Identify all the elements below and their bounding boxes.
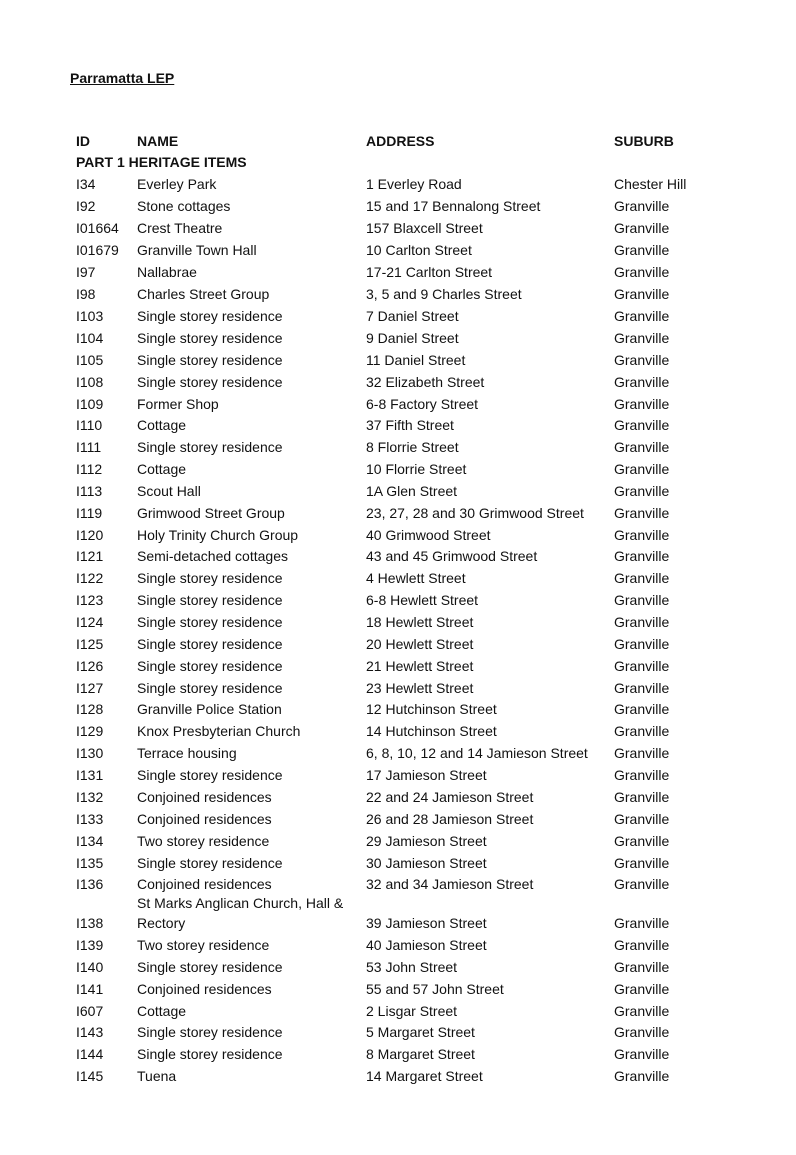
cell-suburb: Granville (614, 374, 670, 390)
cell-suburb: Granville (614, 220, 670, 236)
cell-suburb: Granville (614, 767, 670, 783)
table-row (0, 218, 796, 240)
cell-address: 5 Margaret Street (366, 1024, 475, 1040)
cell-id: I98 (76, 286, 96, 302)
cell-id: I124 (76, 614, 104, 630)
cell-id: I112 (76, 461, 103, 477)
cell-name: St Marks Anglican Church, Hall & Rectory (137, 895, 344, 931)
table-row (0, 372, 796, 394)
cell-address: 11 Daniel Street (366, 352, 466, 368)
document-title: Parramatta LEP (70, 70, 175, 86)
table-row (0, 678, 796, 700)
cell-suburb: Granville (614, 439, 670, 455)
cell-id: I113 (76, 483, 103, 499)
cell-id: I126 (76, 658, 104, 674)
cell-name: Single storey residence (137, 352, 283, 368)
cell-id: I133 (76, 811, 104, 827)
cell-id: I103 (76, 308, 104, 324)
cell-address: 15 and 17 Bennalong Street (366, 198, 541, 214)
table-row (0, 787, 796, 809)
cell-suburb: Granville (614, 1024, 670, 1040)
cell-address: 6-8 Hewlett Street (366, 592, 479, 608)
cell-address: 1 Everley Road (366, 176, 462, 192)
cell-id: I134 (76, 833, 104, 849)
cell-suburb: Chester Hill (614, 176, 687, 192)
cell-id: I127 (76, 680, 104, 696)
cell-name: Single storey residence (137, 374, 283, 390)
table-row (0, 874, 796, 896)
cell-id: I110 (76, 417, 103, 433)
cell-suburb: Granville (614, 483, 670, 499)
cell-suburb: Granville (614, 855, 670, 871)
cell-name: Single storey residence (137, 1024, 283, 1040)
table-row (0, 743, 796, 765)
cell-suburb: Granville (614, 592, 670, 608)
cell-suburb: Granville (614, 680, 670, 696)
cell-suburb: Granville (614, 636, 670, 652)
cell-address: 37 Fifth Street (366, 417, 454, 433)
table-row (0, 809, 796, 831)
cell-name: Single storey residence (137, 614, 283, 630)
cell-address: 20 Hewlett Street (366, 636, 474, 652)
cell-suburb: Granville (614, 937, 670, 953)
cell-id: I136 (76, 876, 104, 892)
cell-address: 2 Lisgar Street (366, 1003, 458, 1019)
table-row (0, 525, 796, 547)
cell-address: 6-8 Factory Street (366, 396, 479, 412)
cell-address: 23 Hewlett Street (366, 680, 474, 696)
table-row (0, 328, 796, 350)
table-row (0, 1022, 796, 1044)
cell-address: 9 Daniel Street (366, 330, 459, 346)
cell-suburb: Granville (614, 308, 670, 324)
table-row (0, 765, 796, 787)
cell-id: I104 (76, 330, 104, 346)
cell-suburb: Granville (614, 198, 670, 214)
cell-id: I135 (76, 855, 104, 871)
cell-address: 4 Hewlett Street (366, 570, 466, 586)
cell-name: Single storey residence (137, 959, 283, 975)
cell-suburb: Granville (614, 505, 670, 521)
cell-suburb: Granville (614, 614, 670, 630)
table-row (0, 415, 796, 437)
cell-name: Single storey residence (137, 330, 283, 346)
cell-address: 22 and 24 Jamieson Street (366, 789, 534, 805)
cell-id: I97 (76, 264, 96, 280)
cell-suburb: Granville (614, 658, 670, 674)
table-row (0, 568, 796, 590)
cell-name: Cottage (137, 461, 187, 477)
cell-suburb: Granville (614, 959, 670, 975)
table-row (0, 394, 796, 416)
cell-name: Single storey residence (137, 308, 283, 324)
cell-name: Single storey residence (137, 570, 283, 586)
cell-address: 14 Hutchinson Street (366, 723, 497, 739)
cell-id: I105 (76, 352, 104, 368)
cell-address: 23, 27, 28 and 30 Grimwood Street (366, 505, 584, 521)
cell-address: 53 John Street (366, 959, 458, 975)
cell-address: 10 Carlton Street (366, 242, 472, 258)
cell-name: Conjoined residences (137, 876, 272, 892)
cell-suburb: Granville (614, 330, 670, 346)
table-row (0, 656, 796, 678)
cell-name: Conjoined residences (137, 981, 272, 997)
cell-id: I120 (76, 527, 104, 543)
cell-name: Knox Presbyterian Church (137, 723, 301, 739)
cell-id: I121 (76, 548, 104, 564)
cell-name: Single storey residence (137, 592, 283, 608)
cell-id: I111 (76, 439, 102, 455)
table-row (0, 1066, 796, 1088)
cell-id: I125 (76, 636, 104, 652)
cell-name: Single storey residence (137, 855, 283, 871)
cell-id: I607 (76, 1003, 104, 1019)
cell-suburb: Granville (614, 1046, 670, 1062)
cell-address: 3, 5 and 9 Charles Street (366, 286, 522, 302)
cell-suburb: Granville (614, 915, 670, 931)
table-row (0, 634, 796, 656)
cell-address: 39 Jamieson Street (366, 915, 487, 931)
cell-address: 40 Jamieson Street (366, 937, 487, 953)
part-heading: PART 1 HERITAGE ITEMS (76, 154, 247, 170)
cell-suburb: Granville (614, 548, 670, 564)
cell-id: I34 (76, 176, 96, 192)
cell-name: Single storey residence (137, 658, 283, 674)
cell-address: 26 and 28 Jamieson Street (366, 811, 534, 827)
cell-name: Two storey residence (137, 937, 270, 953)
cell-suburb: Granville (614, 417, 670, 433)
table-row (0, 895, 796, 935)
cell-suburb: Granville (614, 396, 670, 412)
cell-id: I139 (76, 937, 104, 953)
cell-id: I131 (76, 767, 104, 783)
cell-address: 32 Elizabeth Street (366, 374, 485, 390)
cell-id: I01679 (76, 242, 119, 258)
cell-name: Granville Town Hall (137, 242, 257, 258)
cell-address: 55 and 57 John Street (366, 981, 504, 997)
cell-suburb: Granville (614, 876, 670, 892)
table-row (0, 196, 796, 218)
cell-name: Single storey residence (137, 636, 283, 652)
cell-name: Conjoined residences (137, 789, 272, 805)
cell-id: I119 (76, 505, 103, 521)
cell-address: 8 Florrie Street (366, 439, 459, 455)
cell-id: I123 (76, 592, 104, 608)
cell-suburb: Granville (614, 811, 670, 827)
cell-suburb: Granville (614, 1003, 670, 1019)
cell-address: 1A Glen Street (366, 483, 458, 499)
table-row (0, 174, 796, 196)
table-row (0, 979, 796, 1001)
cell-address: 30 Jamieson Street (366, 855, 487, 871)
cell-name: Granville Police Station (137, 701, 282, 717)
cell-id: I108 (76, 374, 104, 390)
cell-name: Two storey residence (137, 833, 270, 849)
table-row (0, 240, 796, 262)
cell-name: Grimwood Street Group (137, 505, 285, 521)
cell-id: I109 (76, 396, 104, 412)
table-row (0, 284, 796, 306)
table-header (0, 131, 796, 153)
table-row (0, 350, 796, 372)
cell-address: 32 and 34 Jamieson Street (366, 876, 534, 892)
cell-name: Single storey residence (137, 439, 283, 455)
cell-name: Single storey residence (137, 767, 283, 783)
cell-address: 10 Florrie Street (366, 461, 467, 477)
cell-name: Single storey residence (137, 1046, 283, 1062)
cell-suburb: Granville (614, 527, 670, 543)
cell-name: Nallabrae (137, 264, 197, 280)
cell-name: Stone cottages (137, 198, 231, 214)
table-row (0, 957, 796, 979)
cell-name: Tuena (137, 1068, 177, 1084)
cell-name: Cottage (137, 417, 187, 433)
table-row (0, 699, 796, 721)
cell-suburb: Granville (614, 242, 670, 258)
cell-name: Scout Hall (137, 483, 201, 499)
cell-address: 14 Margaret Street (366, 1068, 483, 1084)
table-row (0, 612, 796, 634)
cell-address: 7 Daniel Street (366, 308, 459, 324)
cell-id: I128 (76, 701, 104, 717)
table-row (0, 853, 796, 875)
cell-id: I143 (76, 1024, 104, 1040)
cell-suburb: Granville (614, 461, 670, 477)
cell-suburb: Granville (614, 723, 670, 739)
cell-name: Single storey residence (137, 680, 283, 696)
cell-suburb: Granville (614, 789, 670, 805)
cell-name: Conjoined residences (137, 811, 272, 827)
table-row (0, 721, 796, 743)
cell-id: I145 (76, 1068, 104, 1084)
cell-address: 12 Hutchinson Street (366, 701, 497, 717)
column-header-id: ID (76, 133, 90, 149)
cell-suburb: Granville (614, 981, 670, 997)
table-row (0, 503, 796, 525)
cell-name: Terrace housing (137, 745, 237, 761)
column-header-name: NAME (137, 133, 179, 149)
cell-name: Former Shop (137, 396, 219, 412)
cell-address: 8 Margaret Street (366, 1046, 475, 1062)
cell-name: Everley Park (137, 176, 217, 192)
cell-name: Holy Trinity Church Group (137, 527, 299, 543)
cell-name: Semi-detached cottages (137, 548, 288, 564)
cell-name: Charles Street Group (137, 286, 270, 302)
cell-id: I01664 (76, 220, 119, 236)
column-header-address: ADDRESS (366, 133, 435, 149)
column-header-suburb: SUBURB (614, 133, 674, 149)
table-row (0, 831, 796, 853)
cell-address: 43 and 45 Grimwood Street (366, 548, 538, 564)
cell-suburb: Granville (614, 1068, 670, 1084)
cell-address: 40 Grimwood Street (366, 527, 491, 543)
cell-name: Cottage (137, 1003, 187, 1019)
table-row (0, 1044, 796, 1066)
table-row (0, 546, 796, 568)
table-row (0, 590, 796, 612)
table-row (0, 935, 796, 957)
table-row (0, 262, 796, 284)
cell-suburb: Granville (614, 286, 670, 302)
cell-id: I92 (76, 198, 96, 214)
cell-suburb: Granville (614, 745, 670, 761)
cell-address: 17-21 Carlton Street (366, 264, 493, 280)
cell-id: I138 (76, 915, 104, 931)
cell-address: 157 Blaxcell Street (366, 220, 483, 236)
cell-address: 6, 8, 10, 12 and 14 Jamieson Street (366, 745, 588, 761)
cell-id: I141 (76, 981, 104, 997)
cell-suburb: Granville (614, 352, 670, 368)
cell-id: I144 (76, 1046, 104, 1062)
cell-address: 18 Hewlett Street (366, 614, 474, 630)
cell-id: I132 (76, 789, 104, 805)
cell-suburb: Granville (614, 701, 670, 717)
cell-suburb: Granville (614, 570, 670, 586)
cell-id: I129 (76, 723, 104, 739)
table-row (0, 437, 796, 459)
cell-suburb: Granville (614, 264, 670, 280)
cell-id: I122 (76, 570, 104, 586)
table-row (0, 459, 796, 481)
table-row (0, 306, 796, 328)
cell-address: 21 Hewlett Street (366, 658, 474, 674)
cell-address: 29 Jamieson Street (366, 833, 487, 849)
cell-address: 17 Jamieson Street (366, 767, 487, 783)
table-row (0, 1001, 796, 1023)
cell-name: Crest Theatre (137, 220, 223, 236)
cell-id: I130 (76, 745, 104, 761)
cell-id: I140 (76, 959, 104, 975)
cell-suburb: Granville (614, 833, 670, 849)
table-row (0, 481, 796, 503)
